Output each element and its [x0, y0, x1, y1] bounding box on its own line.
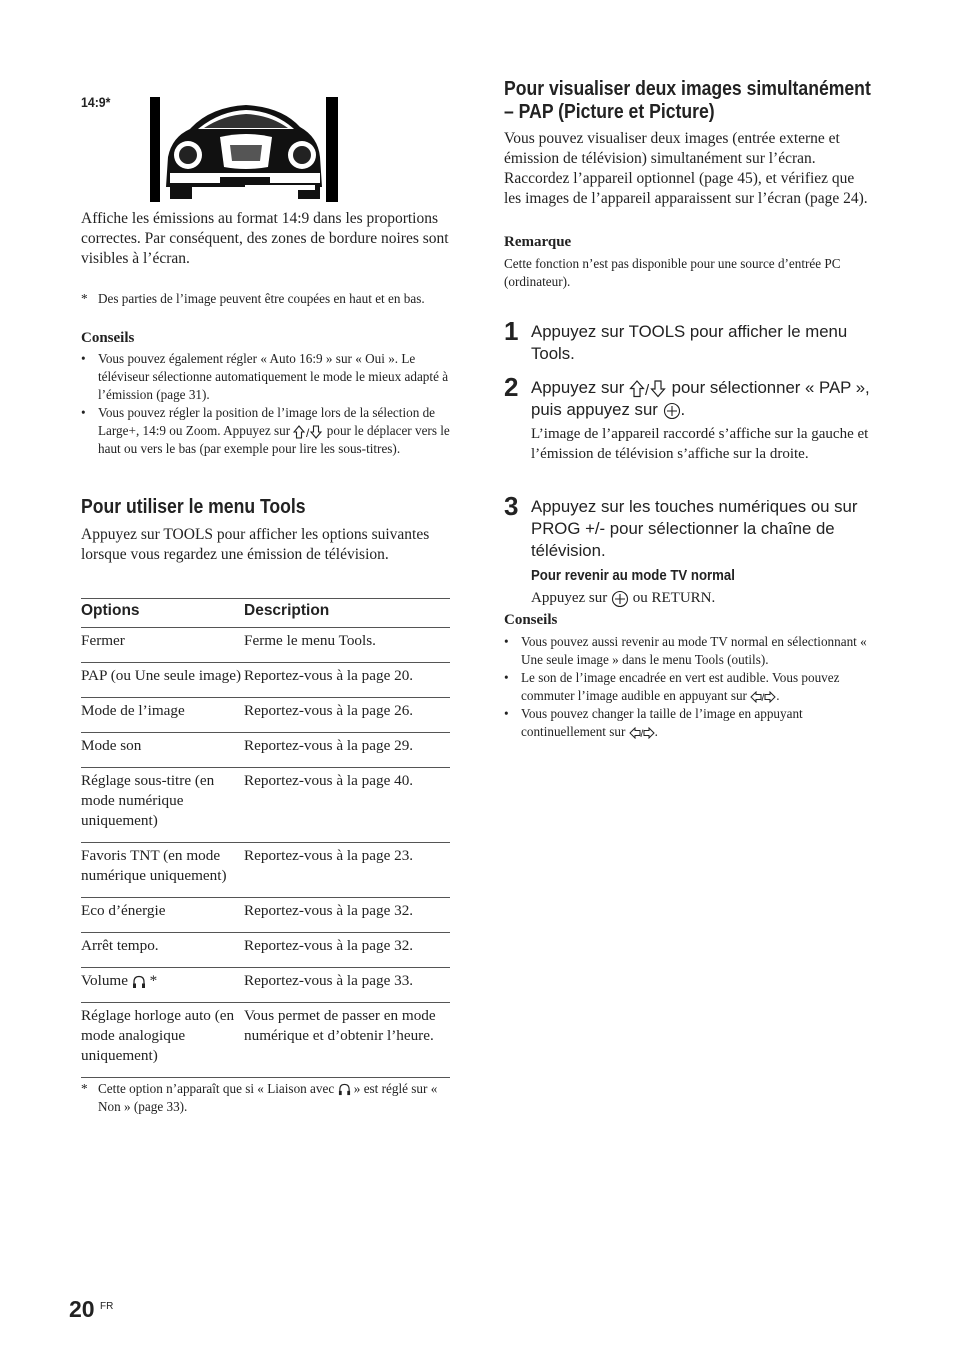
list-item: • Vous pouvez également régler « Auto 16:9 » sur « Oui ». Le téléviseur sélectionne automatiquement le mode le mieux adapté à l’émission (page 31). — [81, 350, 451, 404]
up-down-arrow-icon — [293, 425, 323, 439]
left-right-arrow-icon — [750, 691, 776, 703]
step-text: Appuyez sur TOOLS pour afficher le menu Tools. — [531, 322, 848, 363]
list-item: • Vous pouvez aussi revenir au mode TV normal en sélectionnant « Une seule image » dans le menu Tools (outils). — [504, 633, 872, 669]
list-item: • Le son de l’image encadrée en vert est audible. Vous pouvez commuter l’image audible en appuyant sur / . — [504, 669, 872, 705]
return-title: Pour revenir au mode TV normal — [531, 567, 735, 584]
svg-text:/: / — [644, 381, 650, 398]
step-number: 2 — [504, 372, 519, 402]
pap-heading: Pour visualiser deux images simultanément – PAP (Picture et Picture) — [504, 78, 871, 123]
language-code: FR — [100, 1301, 114, 1312]
column-header-description: Description — [244, 599, 450, 628]
up-down-arrow-icon — [629, 380, 667, 398]
step-subtext: L’image de l’appareil raccordé s’affiche sur la gauche et l’émission de télévision s’affiche sur la droite. — [531, 426, 869, 462]
table-row: Favoris TNT (en mode numérique uniquement) Reportez-vous à la page 23. — [81, 843, 450, 898]
column-header-options: Options — [81, 599, 244, 628]
tools-intro: Appuyez sur TOOLS pour afficher les options suivantes lorsque vous regardez une émission de télévision. — [81, 526, 430, 563]
remarque-title: Remarque — [504, 234, 572, 250]
step-text: Appuyez sur les touches numériques ou sur PROG +/- pour sélectionner la chaîne de télévision. — [531, 497, 858, 560]
list-item: • Vous pouvez changer la taille de l’image en appuyant continuellement sur / . — [504, 705, 872, 741]
format-label: 14:9* — [81, 94, 111, 110]
footnote — [81, 290, 451, 308]
step-number: 3 — [504, 491, 519, 521]
table-row: Réglage sous-titre (en mode numérique uniquement) Reportez-vous à la page 40. — [81, 768, 450, 843]
table-row: Réglage horloge auto (en mode analogique uniquement) Vous permet de passer en mode numérique et d’obtenir l’heure. — [81, 1003, 450, 1078]
step-2 — [504, 372, 874, 464]
svg-text:/: / — [306, 425, 310, 439]
svg-text:/: / — [640, 728, 643, 739]
headphones-icon — [338, 1083, 351, 1096]
list-item: • Vous pouvez régler la position de l’image lors de la sélection de Large+, 14:9 ou Zoom. Appuyez sur / pour le déplacer vers le haut ou vers le bas (par exemple pour lire les sous-titres). — [81, 404, 451, 458]
table-footnote: * Cette option n’apparaît que si « Liaison avec » est réglé sur « Non » (page 33). — [81, 1080, 453, 1116]
tools-heading: Pour utiliser le menu Tools — [81, 496, 306, 518]
conseils-list-right — [504, 633, 872, 741]
headphones-icon — [132, 975, 146, 989]
car-illustration — [150, 97, 338, 202]
step-number: 1 — [504, 316, 519, 346]
footnote-text: * Des parties de l’image peuvent être coupées en haut et en bas. — [81, 290, 451, 308]
step-text: Appuyez sur / pour sélectionner « PAP », puis appuyez sur . — [531, 378, 870, 419]
svg-text:/: / — [761, 692, 765, 703]
table-row: Mode de l’image Reportez-vous à la page 26. — [81, 698, 450, 733]
pap-intro: Vous pouvez visualiser deux images (entrée externe et émission de télévision) simultanément sur l’écran. Raccordez l’appareil optionnel (page 45), et vérifiez que les images de l’appareil apparaissent sur l’écran (page 24). — [504, 130, 868, 207]
table-row: PAP (ou Une seule image) Reportez-vous à la page 20. — [81, 663, 450, 698]
table-row: Mode son Reportez-vous à la page 29. — [81, 733, 450, 768]
enter-button-icon — [611, 590, 629, 608]
conseils-title-right: Conseils — [504, 612, 558, 628]
page-number: 20 — [69, 1296, 95, 1322]
options-table — [81, 598, 450, 1078]
format-description: Affiche les émissions au format 14:9 dans les proportions correctes. Par conséquent, des zones de bordure noires sont visibles à l’écran. — [81, 210, 449, 267]
return-text: Appuyez sur ou RETURN. — [531, 590, 716, 606]
step-1 — [504, 316, 874, 365]
remarque-text: Cette fonction n’est pas disponible pour une source d’entrée PC (ordinateur). — [504, 256, 841, 289]
enter-button-icon — [663, 402, 681, 420]
table-row: Volume * Reportez-vous à la page 33. — [81, 968, 450, 1003]
left-right-arrow-icon — [629, 727, 655, 739]
step-3 — [504, 491, 874, 562]
table-row: Fermer Ferme le menu Tools. — [81, 628, 450, 663]
conseils-title-left: Conseils — [81, 330, 135, 346]
conseils-list-left — [81, 350, 451, 458]
table-row: Arrêt tempo. Reportez-vous à la page 32. — [81, 933, 450, 968]
table-row: Eco d’énergie Reportez-vous à la page 32. — [81, 898, 450, 933]
